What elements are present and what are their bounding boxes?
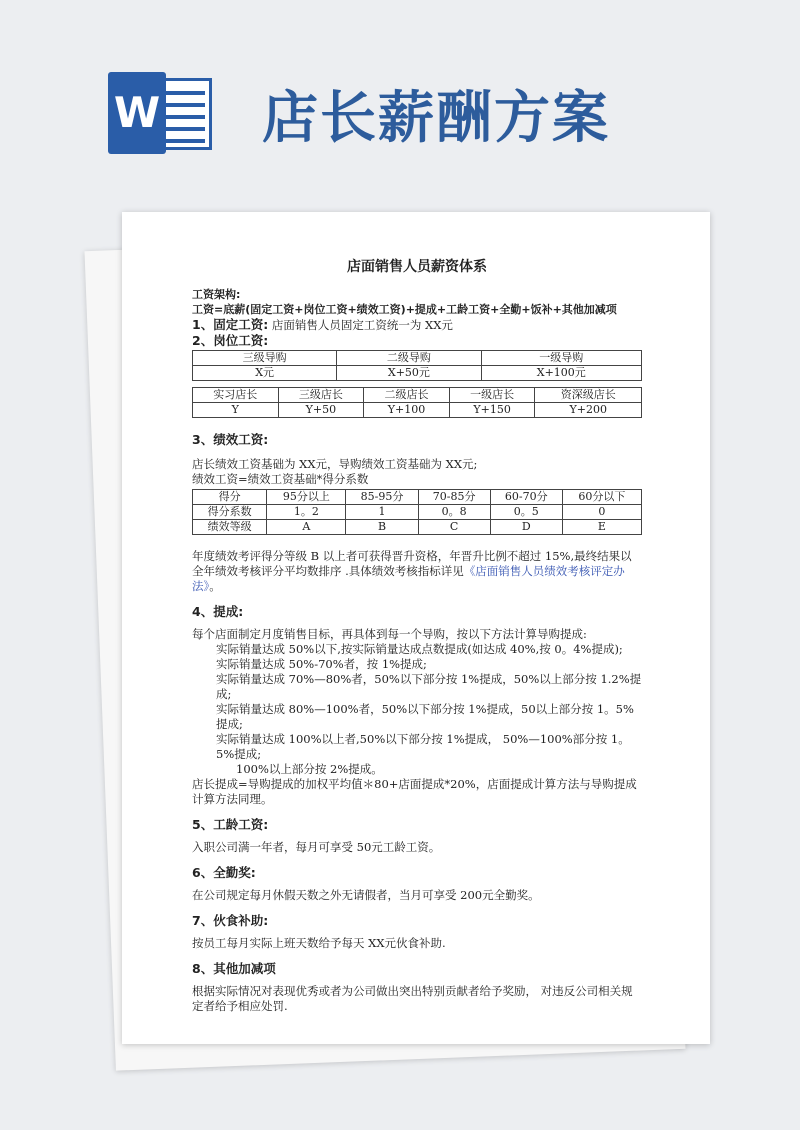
doc-line xyxy=(161,91,205,95)
performance-paragraph xyxy=(192,549,642,594)
section-heading-meal: 7、伙食补助: xyxy=(192,913,269,928)
structure-heading: 工资架构: xyxy=(192,288,241,301)
table-cell: 资深级店长 xyxy=(535,388,642,403)
commission-intro: 每个店面制定月度销售目标，再具体到每一个导购，按以下方法计算导购提成: xyxy=(192,627,587,641)
table-cell: 一级店长 xyxy=(449,388,535,403)
position-table-sales xyxy=(192,350,642,381)
table-cell: 1。2 xyxy=(267,505,346,520)
section-fixed-salary xyxy=(192,317,642,333)
table-cell: Y+150 xyxy=(449,403,535,418)
table-cell: 0 xyxy=(562,505,641,520)
section-heading: 1、固定工资: xyxy=(192,317,269,332)
table-cell: 二级导购 xyxy=(337,351,481,366)
table-cell: 实习店长 xyxy=(193,388,279,403)
doc-line xyxy=(161,139,205,143)
table-cell: X元 xyxy=(193,366,337,381)
commission-item: 实际销量达成 70%—80%者，50%以下部分按 1%提成，50%以上部分按 1.2%提成; xyxy=(216,672,642,701)
table-cell: 70-85分 xyxy=(418,490,490,505)
table-cell: 三级店长 xyxy=(278,388,364,403)
performance-line1: 店长绩效工资基础为 XX元，导购绩效工资基础为 XX元; xyxy=(192,457,478,471)
document-title: 店面销售人员薪资体系 xyxy=(347,259,487,275)
table-cell: X+100元 xyxy=(481,366,641,381)
table-cell: C xyxy=(418,520,490,535)
assessment-method-link[interactable]: 《店面销售人员绩效考核评定办法》 xyxy=(192,564,625,593)
performance-line2: 绩效工资=绩效工资基础*得分系数 xyxy=(192,472,369,486)
word-letter-badge: W xyxy=(108,72,166,154)
table-cell: Y+50 xyxy=(278,403,364,418)
table-cell: 三级导购 xyxy=(193,351,337,366)
section-heading-position: 2、岗位工资: xyxy=(192,333,269,348)
section-heading-attendance: 6、全勤奖: xyxy=(192,865,256,880)
commission-item: 实际销量达成 80%—100%者，50%以下部分按 1%提成，50以上部分按 1。5%提成; xyxy=(216,702,634,731)
word-document-icon xyxy=(108,72,214,154)
section-heading-commission: 4、提成: xyxy=(192,604,244,619)
table-cell: 0。5 xyxy=(490,505,562,520)
commission-item: 实际销量达成 50%以下,按实际销量达成点数提成(如达成 40%,按 0。4%提成); xyxy=(216,642,623,656)
table-cell: E xyxy=(562,520,641,535)
document-page xyxy=(122,212,710,1044)
doc-line xyxy=(161,103,205,107)
paragraph-text: 年度绩效考评得分等级 B 以上者可获得晋升资格，年晋升比例不超过 15%,最终结果以全年绩效考核评分平均数排序 .具体绩效考核指标详见 xyxy=(192,549,632,578)
table-cell: A xyxy=(267,520,346,535)
table-cell: 95分以上 xyxy=(267,490,346,505)
table-cell: 1 xyxy=(346,505,418,520)
manager-commission: 店长提成=导购提成的加权平均值＊80+店面提成*20%，店面提成计算方法与导购提成计算方法同理。 xyxy=(192,777,637,806)
table-cell: X+50元 xyxy=(337,366,481,381)
commission-item-tail: 100%以上部分按 2%提成。 xyxy=(236,762,383,776)
table-cell: D xyxy=(490,520,562,535)
table-cell: Y xyxy=(193,403,279,418)
table-cell: 60分以下 xyxy=(562,490,641,505)
section-text: 店面销售人员固定工资统一为 XX元 xyxy=(271,318,453,332)
doc-line xyxy=(161,115,205,119)
table-cell: 得分 xyxy=(193,490,267,505)
attendance-text: 在公司规定每月休假天数之外无请假者，当月可享受 200元全勤奖。 xyxy=(192,888,540,902)
document-content xyxy=(192,260,642,1014)
table-cell: B xyxy=(346,520,418,535)
table-cell: 60-70分 xyxy=(490,490,562,505)
spacer xyxy=(192,447,642,457)
meal-text: 按员工每月实际上班天数给予每天 XX元伙食补助. xyxy=(192,936,446,950)
table-cell: Y+100 xyxy=(364,403,450,418)
commission-item: 实际销量达成 50%-70%者，按 1%提成; xyxy=(216,657,427,671)
table-cell: 二级店长 xyxy=(364,388,450,403)
commission-item: 实际销量达成 100%以上者,50%以下部分按 1%提成， 50%—100%部分按 1。5%提成; xyxy=(216,732,630,761)
doc-line xyxy=(161,127,205,131)
table-cell: 一级导购 xyxy=(481,351,641,366)
table-cell: 0。8 xyxy=(418,505,490,520)
section-heading-seniority: 5、工龄工资: xyxy=(192,817,269,832)
table-cell: 85-95分 xyxy=(346,490,418,505)
seniority-text: 入职公司满一年者，每月可享受 50元工龄工资。 xyxy=(192,840,441,854)
table-cell: 绩效等级 xyxy=(193,520,267,535)
other-text: 根据实际情况对表现优秀或者为公司做出突出特别贡献者给予奖励， 对违反公司相关规定者给予相应处罚. xyxy=(192,984,633,1013)
table-cell: Y+200 xyxy=(535,403,642,418)
performance-table xyxy=(192,489,642,535)
section-heading-other: 8、其他加减项 xyxy=(192,961,276,976)
section-heading-performance: 3、绩效工资: xyxy=(192,432,269,447)
banner-title: 店长薪酬方案 xyxy=(262,85,610,151)
paragraph-end: 。 xyxy=(209,579,221,593)
structure-formula: 工资=底薪(固定工资+岗位工资+绩效工资)+提成+工龄工资+全勤+饭补+其他加减项 xyxy=(192,303,617,316)
position-table-managers xyxy=(192,387,642,418)
table-cell: 得分系数 xyxy=(193,505,267,520)
